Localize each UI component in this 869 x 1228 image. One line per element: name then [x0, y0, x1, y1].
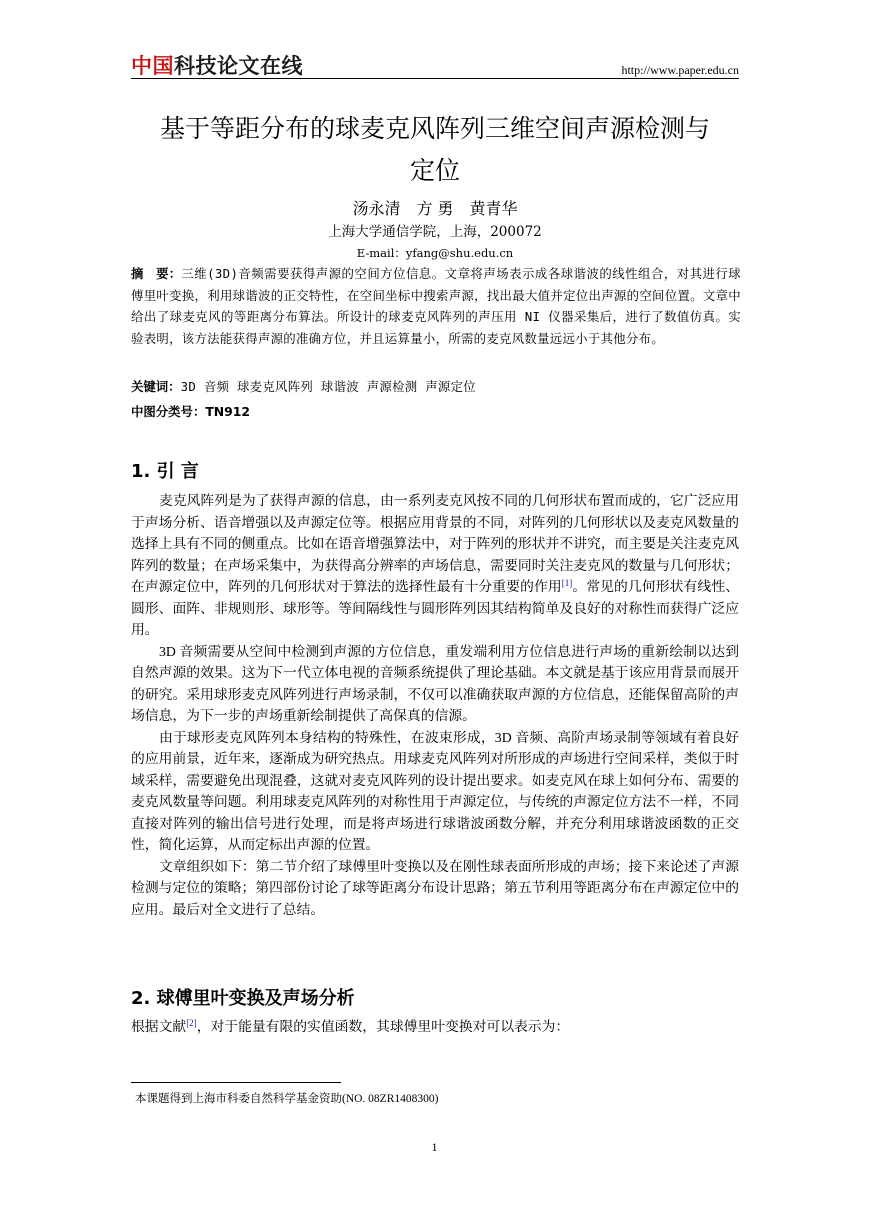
section-1-body	[131, 490, 739, 920]
keywords-label: 关键词：	[131, 379, 181, 394]
header-url[interactable]: http://www.paper.edu.cn	[621, 63, 739, 77]
page-number: 1	[431, 1140, 438, 1154]
author-email: E-mail：yfang@shu.edu.cn	[356, 246, 514, 260]
paragraph-text: ，对于能量有限的实值函数，其球傅里叶变换对可以表示为：	[196, 1019, 570, 1034]
affiliation: 上海大学通信学院，上海，200072	[328, 224, 542, 240]
logo-red-text: 中国	[131, 54, 174, 78]
abstract-label: 摘 要：	[131, 266, 182, 281]
section-1-heading: 1. 引 言	[131, 461, 199, 482]
site-logo[interactable]	[131, 50, 303, 80]
paper-title	[131, 108, 739, 192]
paragraph: 3D 音频需要从空间中检测到声源的方位信息，重发端利用方位信息进行声场的重新绘制以达到自然声源的效果。这为下一代立体电视的音频系统提供了理论基础。本文就是基于该应用背景而展开的研究。采用球形麦克风阵列进行声场录制，不仅可以准确获取声源的方位信息，还能保留高阶的声场信息，为下一步的声场重新绘制提供了高保真的信源。	[131, 643, 739, 723]
citation-link[interactable]: [2]	[186, 1018, 197, 1028]
footnote: 本课题得到上海市科委自然科学基金资助(NO. 08ZR1408300)	[135, 1093, 439, 1105]
paragraph-text: 麦克风阵列是为了获得声源的信息，由一系列麦克风按不同的几何形状布置而成的，它广泛应用于声场分析、语音增强以及声源定位等。根据应用背景的不同，对阵列的几何形状以及麦克风数量的选择上具有不同的侧重点。比如在语音增强算法中，对于阵列的形状并不讲究，而主要是关注麦克风阵列的数量；在声场采集中，为获得高分辨率的声场信息，需要同时关注麦克风的数量与几何形状；在声源定位中，阵列的几何形状对于算法的选择性最有十分重要的作用	[131, 493, 739, 594]
citation-link[interactable]: [1]	[561, 578, 573, 588]
paragraph-text: 。常见的几何形状有线性、圆形、面阵、非规则形、球形等。等间隔线性与圆形阵列因其结构简单及良好的对称性而获得广泛应用。	[131, 579, 740, 637]
paragraph	[131, 490, 739, 641]
keywords-text: 3D 音频 球麦克风阵列 球谐波 声源检测 声源定位	[180, 379, 477, 394]
keywords	[131, 377, 741, 395]
paragraph-text: 根据文献	[131, 1019, 187, 1034]
section-2-body	[131, 1016, 739, 1038]
paragraph	[131, 1016, 739, 1038]
title-line-1: 基于等距分布的球麦克风阵列三维空间声源检测与	[159, 114, 710, 143]
paragraph: 文章组织如下：第二节介绍了球傅里叶变换以及在刚性球表面所形成的声场；接下来论述了声源检测与定位的策略；第四部份讨论了球等距离分布设计思路；第五节利用等距离分布在声源定位中的应用。最后对全文进行了总结。	[131, 858, 739, 917]
paragraph: 由于球形麦克风阵列本身结构的特殊性，在波束形成，3D 音频、高阶声场录制等领域有着良好的应用前景，近年来，逐渐成为研究热点。用球麦克风阵列对所形成的声场进行空间采样，类似于时域采样，需要避免出现混叠，这就对麦克风阵列的设计提出要求。如麦克风在球上如何分布、需要的麦克风数量等问题。利用球麦克风阵列的对称性用于声源定位，与传统的声源定位方法不一样，不同直接对阵列的输出信号进行处理，而是将声场进行球谐波函数分解，并充分利用球谐波函数的正交性，简化运算，从而定标出声源的位置。	[131, 729, 739, 852]
logo-dark-text: 科技论文在线	[174, 54, 303, 78]
classification-number: 中图分类号：TN912	[131, 404, 251, 419]
section-2-heading: 2. 球傅里叶变换及声场分析	[131, 988, 355, 1009]
authors: 汤永清 方 勇 黄青华	[352, 199, 518, 218]
footnote-divider	[131, 1082, 341, 1083]
abstract	[131, 263, 741, 349]
title-line-2: 定位	[409, 156, 460, 185]
header-divider	[131, 78, 739, 79]
page-header	[131, 50, 739, 80]
abstract-text: 三维(3D)音频需要获得声源的空间方位信息。文章将声场表示成各球谐波的线性组合，对其进行球傅里叶变换，利用球谐波的正交特性，在空间坐标中搜索声源，找出最大值并定位出声源的空间位置。文章中给出了球麦克风的等距离分布算法。所设计的球麦克风阵列的声压用 NI 仪器采集后，进行了数值仿真。实验表明，该方法能获得声源的准确方位，并且运算量小，所需的麦克风数量远远小于其他分布。	[131, 266, 741, 346]
